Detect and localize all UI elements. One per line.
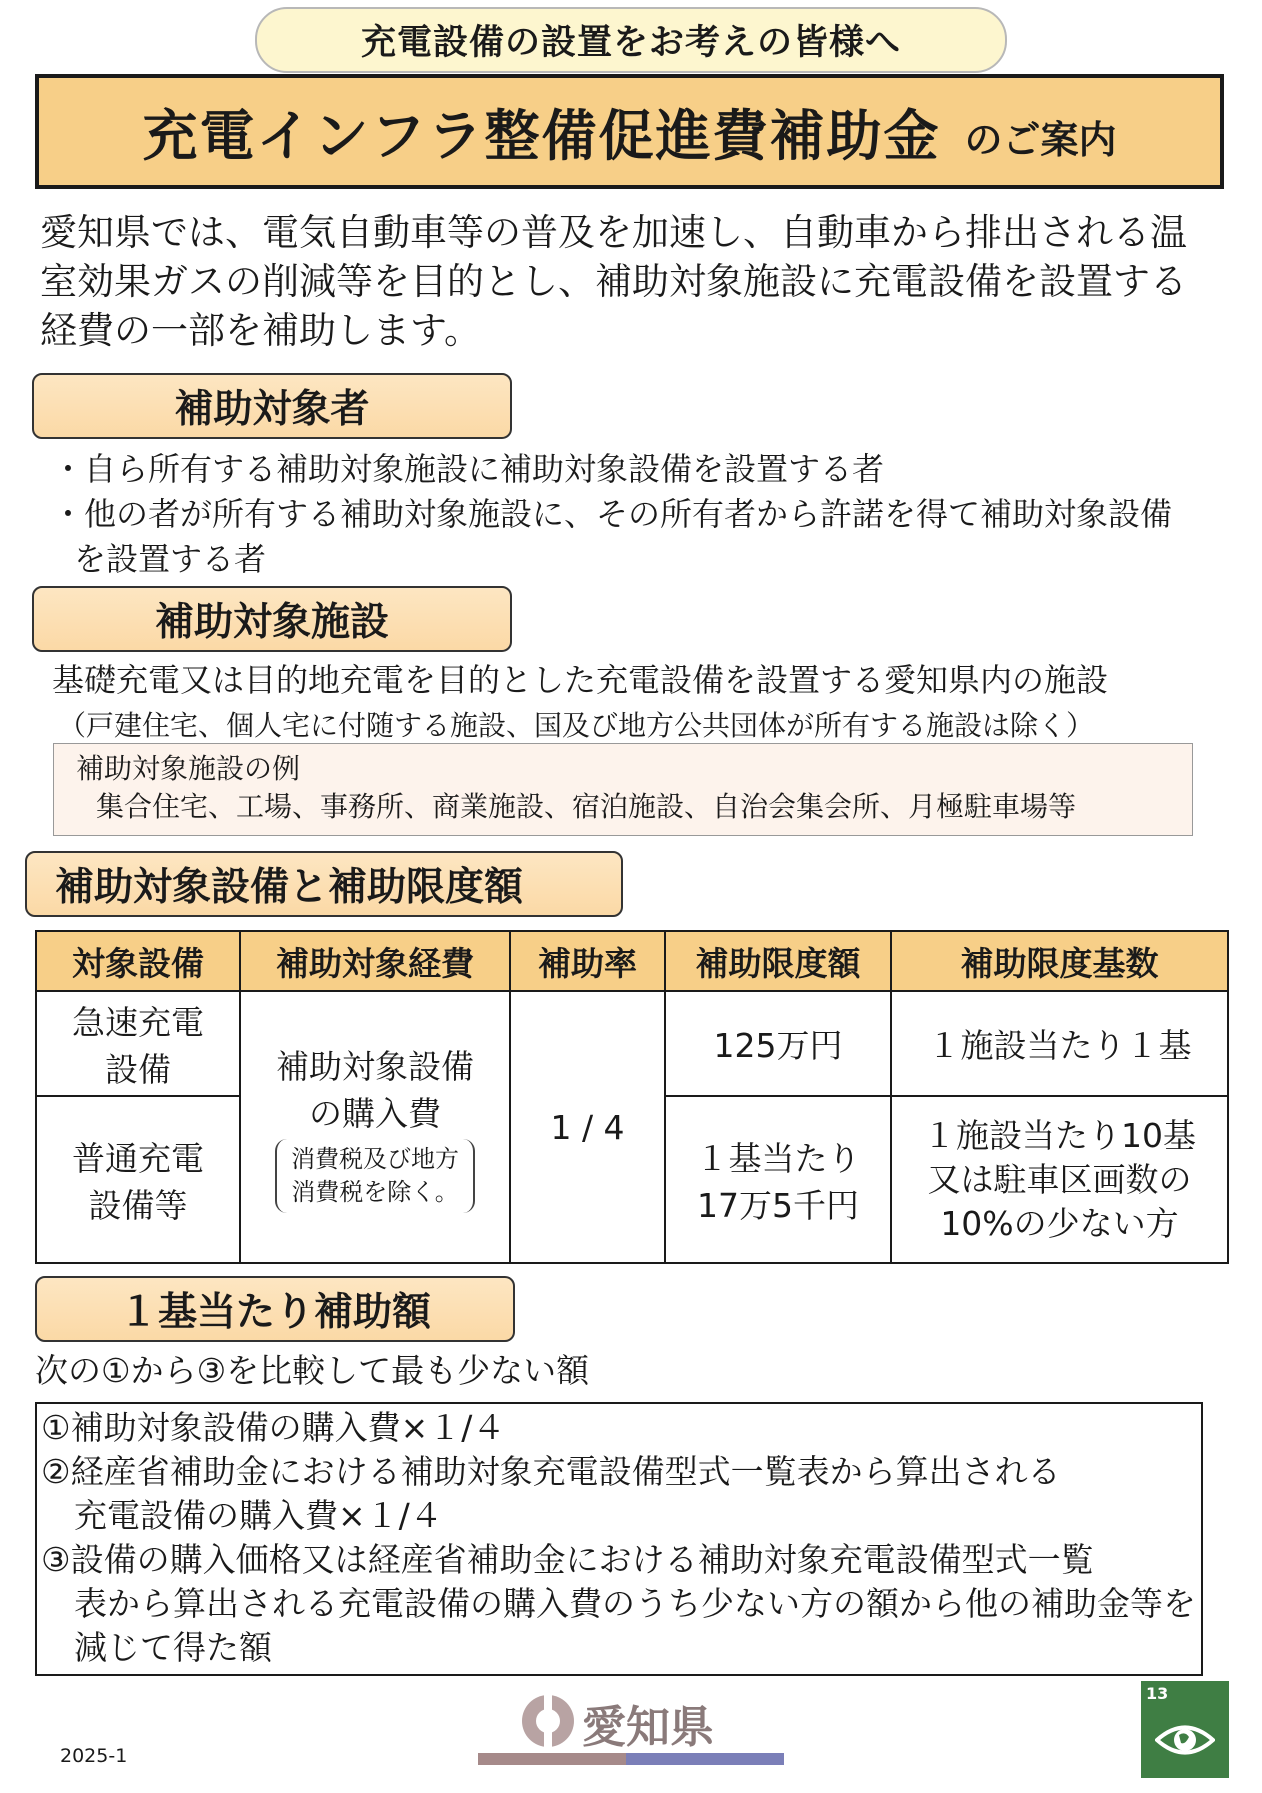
header-banner: 充電設備の設置をお考えの皆様へ <box>255 7 1007 73</box>
table-cell-limit: 125万円 <box>665 991 891 1096</box>
cell-line: 急速充電 <box>72 1002 204 1042</box>
table-header: 補助限度基数 <box>891 931 1228 991</box>
page-subtitle: のご案内 <box>964 118 1117 162</box>
table-cell-count <box>891 1096 1228 1263</box>
calc-line: ②経産省補助金における補助対象充電設備型式一覧表から算出される <box>41 1452 1061 1491</box>
calc-line: 表から算出される充電設備の購入費のうち少ない方の額から他の補助金等を <box>41 1584 1196 1623</box>
table-header: 補助限度額 <box>665 931 891 991</box>
heading-per-unit-amount: １基当たり補助額 <box>35 1276 515 1342</box>
calc-box <box>35 1402 1203 1676</box>
heading-eligible-facilities: 補助対象施設 <box>32 586 512 652</box>
cell-line: 10%の少ない方 <box>940 1203 1179 1243</box>
intro-line: 経費の一部を補助します。 <box>40 309 482 352</box>
cell-line: 17万5千円 <box>697 1185 859 1225</box>
calc-lead: 次の①から③を比較して最も少ない額 <box>35 1351 590 1390</box>
aichi-logo <box>478 1683 784 1773</box>
table-cell-rate: 1 / 4 <box>510 991 665 1263</box>
table-row <box>36 991 1228 1096</box>
example-title: 補助対象施設の例 <box>76 752 301 785</box>
cell-line: １施設当たり10基 <box>923 1115 1196 1155</box>
list-item: ・他の者が所有する補助対象施設に、その所有者から許諾を得て補助対象設備 <box>52 495 1173 533</box>
table-header: 補助率 <box>510 931 665 991</box>
sdg-number: 13 <box>1146 1684 1169 1703</box>
facility-example-box <box>53 743 1193 836</box>
list-item: を設置する者 <box>74 540 267 578</box>
cell-line: 消費税及び地方 <box>291 1145 459 1173</box>
cell-line: 消費税を除く。 <box>291 1178 459 1206</box>
calc-line: ①補助対象設備の購入費×１/４ <box>41 1408 506 1447</box>
cell-line: １基当たり <box>695 1138 861 1178</box>
table-cell-count: １施設当たり１基 <box>891 991 1228 1096</box>
cell-line: 又は駐車区画数の <box>927 1159 1192 1199</box>
sdg13-badge <box>1141 1681 1229 1778</box>
page-title: 充電インフラ整備促進費補助金 <box>142 104 941 168</box>
calc-line: ③設備の購入価格又は経産省補助金における補助対象充電設備型式一覧 <box>41 1540 1094 1579</box>
cell-line: の購入費 <box>309 1094 441 1133</box>
table-cell-limit <box>665 1096 891 1263</box>
eye-globe-icon <box>1155 1715 1215 1765</box>
cell-line: 設備 <box>105 1049 171 1089</box>
cell-line: 補助対象設備 <box>276 1047 474 1086</box>
table-cell-device <box>36 1096 240 1263</box>
heading-eligible-applicants: 補助対象者 <box>32 373 512 439</box>
table-header-row <box>36 931 1228 991</box>
intro-text <box>40 208 1230 355</box>
heading-equipment-and-limits: 補助対象設備と補助限度額 <box>25 851 623 917</box>
calc-line: 減じて得た額 <box>41 1628 272 1667</box>
table-cell-expense <box>240 991 510 1263</box>
table-cell-device <box>36 991 240 1096</box>
example-body: 集合住宅、工場、事務所、商業施設、宿泊施設、自治会集会所、月極駐車場等 <box>96 790 1077 823</box>
subsidy-table <box>35 930 1229 1264</box>
table-header: 補助対象経費 <box>240 931 510 991</box>
cell-line: 普通充電 <box>72 1138 204 1178</box>
document-code: 2025-1 <box>60 1745 128 1767</box>
table-header: 対象設備 <box>36 931 240 991</box>
eligible-applicants-list <box>52 447 1232 582</box>
cell-line: 設備等 <box>88 1185 188 1225</box>
list-item: ・自ら所有する補助対象施設に補助対象設備を設置する者 <box>52 450 885 488</box>
facility-description: 基礎充電又は目的地充電を目的とした充電設備を設置する愛知県内の施設 <box>52 661 1109 699</box>
expense-note <box>275 1139 475 1213</box>
logo-text: 愛知県 <box>582 1702 714 1753</box>
facility-note: （戸建住宅、個人宅に付随する施設、国及び地方公共団体が所有する施設は除く） <box>58 709 1095 742</box>
page-title-box <box>35 74 1224 189</box>
intro-line: 室効果ガスの削減等を目的とし、補助対象施設に充電設備を設置する <box>40 260 1187 303</box>
intro-line: 愛知県では、電気自動車等の普及を加速し、自動車から排出される温 <box>40 211 1187 254</box>
calc-line: 充電設備の購入費×１/４ <box>41 1496 443 1535</box>
